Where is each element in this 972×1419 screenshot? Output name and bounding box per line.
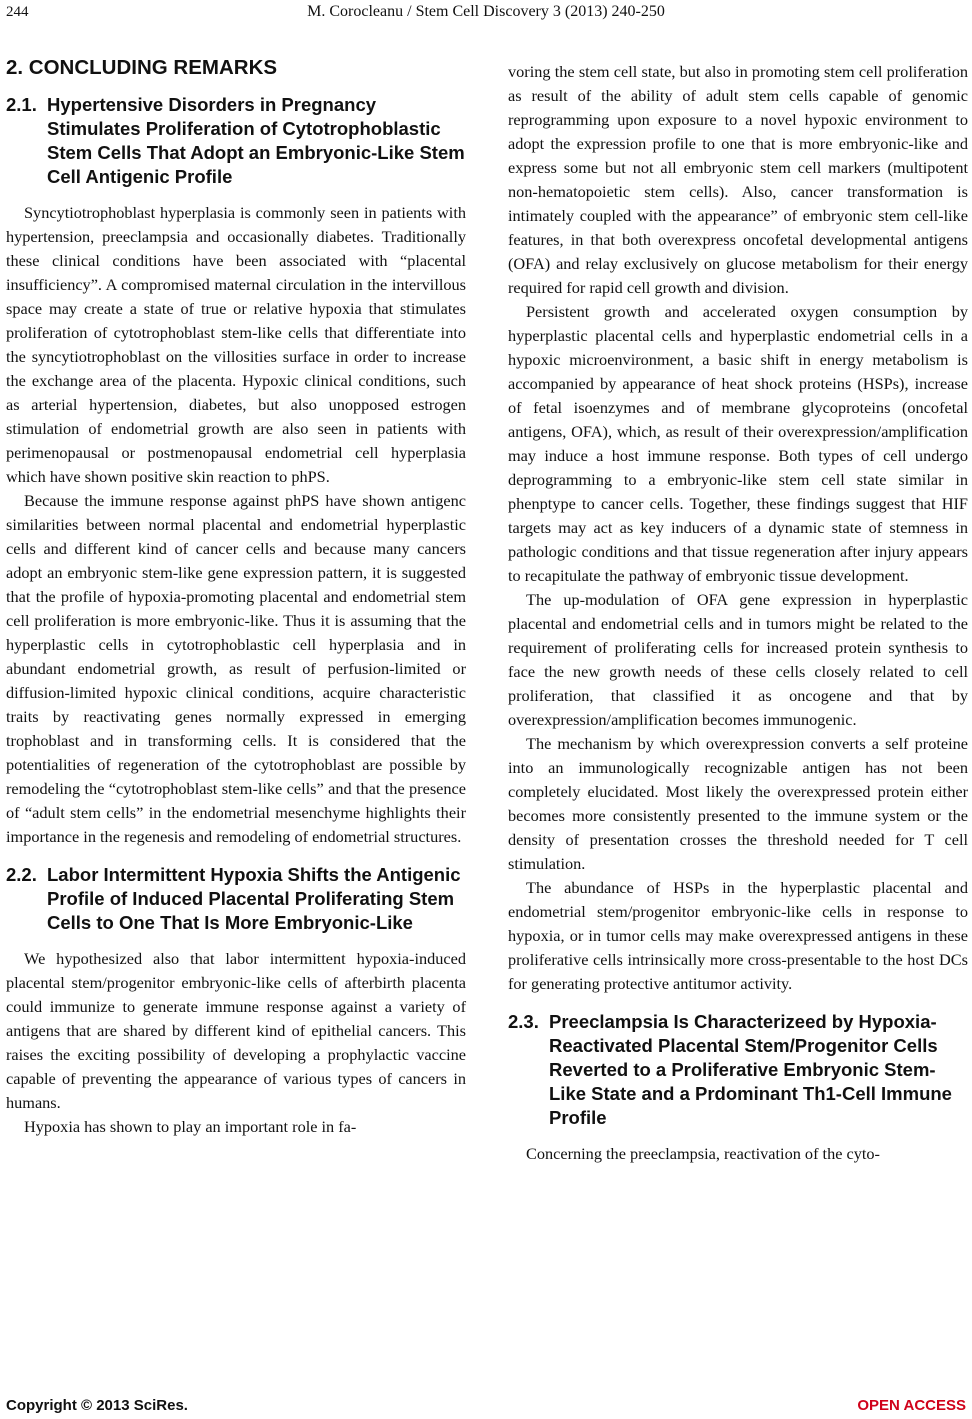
subsection-number: 2.3.	[508, 1011, 539, 1032]
page-number: 244	[6, 4, 29, 20]
open-access-label: OPEN ACCESS	[857, 1397, 966, 1414]
right-column	[508, 56, 968, 1166]
running-head: M. Corocleanu / Stem Cell Discovery 3 (2013) 240-250	[307, 3, 665, 20]
paragraph: Syncytiotrophoblast hyperplasia is commonly seen in patients with hypertension, preeclampsia and occasionally diabetes. Traditionally these clinical conditions have been associated with “placental insufficiency”. A compromised maternal circulation in the intervillous space may create a state of true or relative hypoxia that stimulates proliferation of cytotrophoblast stem-like cells that differentiate into the syncytiotrophoblast on the villosities surface in order to increase the exchange area of the placenta. Hypoxic clinical conditions, such as arterial hypertension, diabetes, but also unopposed estrogen stimulation of endometrial growth are also seen in patients with perimenopausal or postmenopausal endometrial cell hyperplasia which have shown positive skin reaction to phPS.	[6, 202, 466, 486]
paragraph: Because the immune response against phPS have shown antigenc similarities between normal placental and endometrial hyperplastic cells and different kind of cancer cells and because many cancers adopt an embryonic stem-like gene expression pattern, it is suggested that the profile of hypoxia-promoting placental and endometrial stem cell proliferation is more embryonic-like. Thus it is assuming that the hyperplastic cells in cytotrophoblastic cell hyperplasia and in abundant endometrial growth, as result of perfusion-limited or diffusion-limited hypoxic clinical conditions, acquire characteristic traits by reactivating genes normally expressed in emerging trophoblast and in transforming cells. It is considered that the potentialities of regeneration of the cytotrophoblast are possible by remodeling the “cytotrophoblast stem-like cells” and that the presence of “adult stem cells” in the endometrial mesenchyme highlights their importance in the regenesis and remodeling of endometrial structures.	[6, 490, 466, 846]
subsection-title: Labor Intermittent Hypoxia Shifts the Antigenic Profile of Induced Placental Proliferating Stem Cells to One That Is More Embryonic-Like	[47, 863, 461, 933]
subsection-number: 2.1.	[6, 93, 37, 115]
paragraph: The up-modulation of OFA gene expression in hyperplastic placental and endometrial cells and in tumors might be related to the requirement of proliferating cells for increased protein synthesis to face the new growth needs of these cells closely related to cell proliferation, that classified it as oncogene and that by overexpression/amplification becomes immunogenic.	[508, 590, 968, 729]
copyright-notice: Copyright © 2013 SciRes.	[6, 1397, 188, 1414]
paragraph: Hypoxia has shown to play an important role in fa-	[24, 1116, 357, 1136]
subsection-heading-2-1	[6, 93, 466, 189]
section-title: 2. CONCLUDING REMARKS	[6, 56, 278, 79]
subsection-heading-2-3	[508, 1010, 968, 1130]
subsection-number: 2.2.	[6, 863, 37, 885]
paragraph: The mechanism by which overexpression converts a self proteine into an immunologically recognizable antigen has not been completely elucidated. Most likely the overexpressed protein either becomes more consistently presented to the immune system or the density of presentation crosses the threshold needed for T cell stimulation.	[508, 734, 968, 873]
subsection-title: Hypertensive Disorders in Pregnancy Stimulates Proliferation of Cytotrophoblastic Stem Cells That Adopt an Embryonic-Like Stem Cell Antigenic Profile	[47, 93, 465, 187]
paragraph: Persistent growth and accelerated oxygen consumption by hyperplastic placental cells and hyperplastic endometrial cells in a hypoxic microenvironment, a basic shift in energy metabolism is accompanied by appearance of heat shock proteins (HSPs), increase of fetal isoenzymes and of membrane glycoproteins (oncofetal antigens, OFA), which, as result of their overexpression/amplification may induce a host immune response. Both types of cell undergo deprogramming to a embryonic-like stem cell state similar in phenptype to cancer cells. Together, these findings suggest that HIF targets may act as key inducers of a dynamic state of stemness in pathologic conditions and that tissue regeneration after injury appears to recapitulate the pathway of embryonic tissue development.	[508, 302, 968, 585]
subsection-heading-2-2	[6, 863, 466, 935]
paragraph: The abundance of HSPs in the hyperplastic placental and endometrial stem/progenitor embryonic-like cells in response to hypoxia, or in tumor cells may make overexpressed antigens in these proliferative cells intrinsically more cross-presentable to the host DCs for generating protective antitumor activity.	[508, 878, 968, 993]
paragraph: Concerning the preeclampsia, reactivation of the cyto-	[526, 1144, 880, 1163]
paragraph: We hypothesized also that labor intermittent hypoxia-induced placental stem/progenitor embryonic-like cells of afterbirth placenta could immunize to generate immune response against a variety of antigens that are shared by different kind of epithelial cancers. This raises the exciting possibility of developing a prophylactic vaccine capable of preventing the appearance of various types of cancers in humans.	[6, 948, 466, 1112]
left-column	[6, 56, 466, 1139]
subsection-title: Preeclampsia Is Characterizeed by Hypoxia-Reactivated Placental Stem/Progenitor Cells Reverted to a Proliferative Embryonic Stem-Like State and a Prdominant Th1-Cell Immune Profile	[549, 1011, 952, 1128]
paragraph: voring the stem cell state, but also in promoting stem cell proliferation as result of the ability of adult stem cells capable of genomic reprogramming upon exposure to a novel hypoxic environment to adopt the expression profile to one that is more embryonic-like and express some but not all embryonic stem cell markers (multipotent non-hematopoietic stem cells). Also, cancer transformation is intimately coupled with the appearance” of embryonic stem cell-like features, in that both overexpress oncofetal developmental antigens (OFA) and relay exclusively on glucose metabolism for their energy required for rapid cell growth and division.	[508, 62, 968, 297]
